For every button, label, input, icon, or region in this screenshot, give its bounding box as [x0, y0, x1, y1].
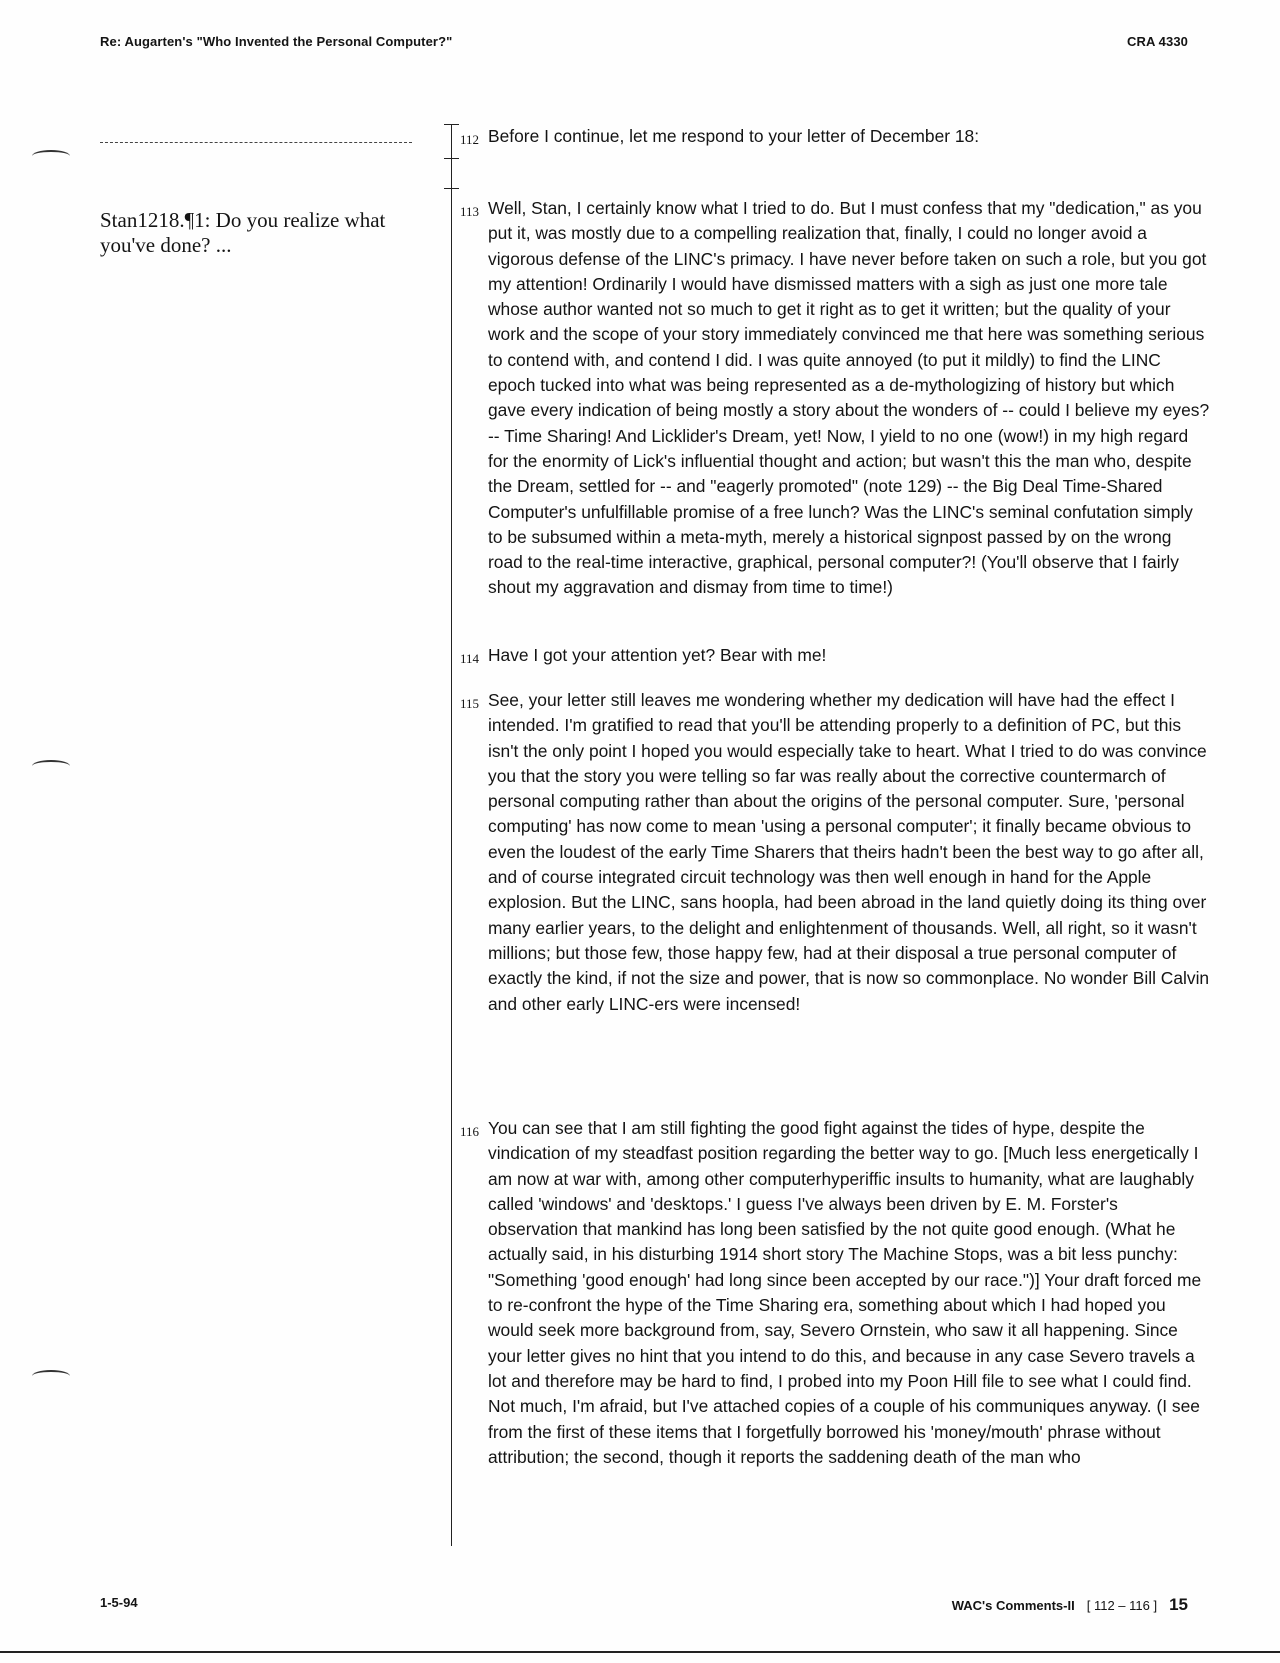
- footer: [952, 1595, 1188, 1615]
- footer-date: 1-5-94: [100, 1595, 138, 1610]
- page-number: 15: [1169, 1595, 1188, 1614]
- change-bar-tick: [444, 124, 459, 125]
- change-bar-tick: [444, 188, 459, 189]
- bottom-rule: [0, 1651, 1280, 1653]
- paragraph-text: See, your letter still leaves me wondering whether my dedication will have had the effect I intended. I'm gratified to read that you'll be attending properly to a definition of PC, but this isn't the only point I hoped you would especially take to heart. What I tried to do was convince you that the story you were telling so far was really about the corrective countermarch of personal computing rather than about the origins of the personal computer. Sure, 'personal computing' has now come to mean 'using a personal computer'; it finally became obvious to even the loudest of the early Time Sharers that theirs hadn't been the best way to go after all, and of course integrated circuit technology was then well enough in hand for the Apple explosion. But the LINC, sans hoopla, had been abroad in the land quietly doing its thing over many earlier years, to the delight and enlightenment of thousands. Well, all right, so it wasn't millions; but those few, those happy few, had at their disposal a true personal computer of exactly the kind, if not the size and power, that is now so commonplace. No wonder Bill Calvin and other early LINC-ers were incensed!: [488, 690, 1210, 1014]
- paragraph-range: [ 112 – 116 ]: [1086, 1598, 1158, 1613]
- paragraph: [460, 1116, 1210, 1470]
- paragraph-text: You can see that I am still fighting the good fight against the tides of hype, despite the vindication of my steadfast position regarding the better way to go. [Much less energetically I am now at war with, among other computerhyperiffic insults to humanity, what are laughably called 'windows' and 'desktops.' I guess I've always been driven by E. M. Forster's observation that mankind has long been satisfied by the not quite good enough. (What he actually said, in his disturbing 1914 short story The Machine Stops, was a bit less punchy: "Something 'good enough' had long since been accepted by our race.")] Your draft forced me to re-confront the hype of the Time Sharing era, something about which I had hoped you would seek more background from, say, Severo Ornstein, who saw it all happening. Since your letter gives no hint that you intend to do this, and because in any case Severo travels a lot and therefore may be hard to find, I probed into my Poon Hill file to see what I could find. Not much, I'm afraid, but I've attached copies of a couple of his communiques anyway. (I see from the first of these items that I forgetfully borrowed his 'money/mouth' phrase without attribution; the second, though it reports the saddening death of the man who: [488, 1118, 1202, 1467]
- paragraph: [460, 196, 1210, 601]
- paragraph-text: Before I continue, let me respond to your letter of December 18:: [488, 126, 980, 146]
- paragraph: [460, 124, 1210, 152]
- paragraph-number: 112: [460, 132, 480, 147]
- margin-note: Stan1218.¶1: Do you realize what you've done? ...: [100, 208, 386, 257]
- change-bar: [451, 124, 452, 1546]
- running-header-title: Re: Augarten's "Who Invented the Personal Computer?": [100, 34, 453, 49]
- margin-separator: [100, 142, 412, 143]
- paragraph-text: Well, Stan, I certainly know what I tried to do. But I must confess that my "dedication," as you put it, was mostly due to a compelling realization that, finally, I could no longer avoid a vigorous defense of the LINC's primacy. I have never before taken on such a role, but you got my attention! Ordinarily I would have dismissed matters with a sigh as just one more tale whose author wanted not so much to get it right as to get it written; but the quality of your work and the scope of your story immediately convinced me that here was something serious to contend with, and contend I did. I was quite annoyed (to put it mildly) to find the LINC epoch tucked into what was being represented as a de-mythologizing of history but which gave every indication of being mostly a story about the wonders of -- could I believe my eyes? -- Time Sharing! And Licklider's Dream, yet! Now, I yield to no one (wow!) in my high regard for the enormity of Lick's influential thought and action; but wasn't this the man who, despite the Dream, settled for -- and "eagerly promoted" (note 129) -- the Big Deal Time-Shared Computer's unfulfillable promise of a free lunch? Was the LINC's seminal confutation simply to be subsumed within a meta-myth, merely a historical signpost passed by on the wrong road to the real-time interactive, graphical, personal computer?! (You'll observe that I fairly shout my aggravation and dismay from time to time!): [488, 198, 1210, 598]
- paragraph-number: 113: [460, 204, 480, 219]
- paragraph: [460, 688, 1210, 1017]
- hole-punch-mark: [32, 1370, 70, 1382]
- paragraph: [460, 643, 1210, 671]
- change-bar-tick: [444, 158, 459, 159]
- paragraph-number: 115: [460, 696, 480, 711]
- paragraph-text: Have I got your attention yet? Bear with me!: [488, 645, 827, 665]
- hole-punch-mark: [32, 150, 70, 162]
- footer-title: WAC's Comments-II: [951, 1598, 1075, 1613]
- document-id: CRA 4330: [1126, 34, 1188, 49]
- hole-punch-mark: [32, 760, 70, 772]
- paragraph-number: 116: [460, 1124, 480, 1139]
- paragraph-number: 114: [460, 651, 480, 666]
